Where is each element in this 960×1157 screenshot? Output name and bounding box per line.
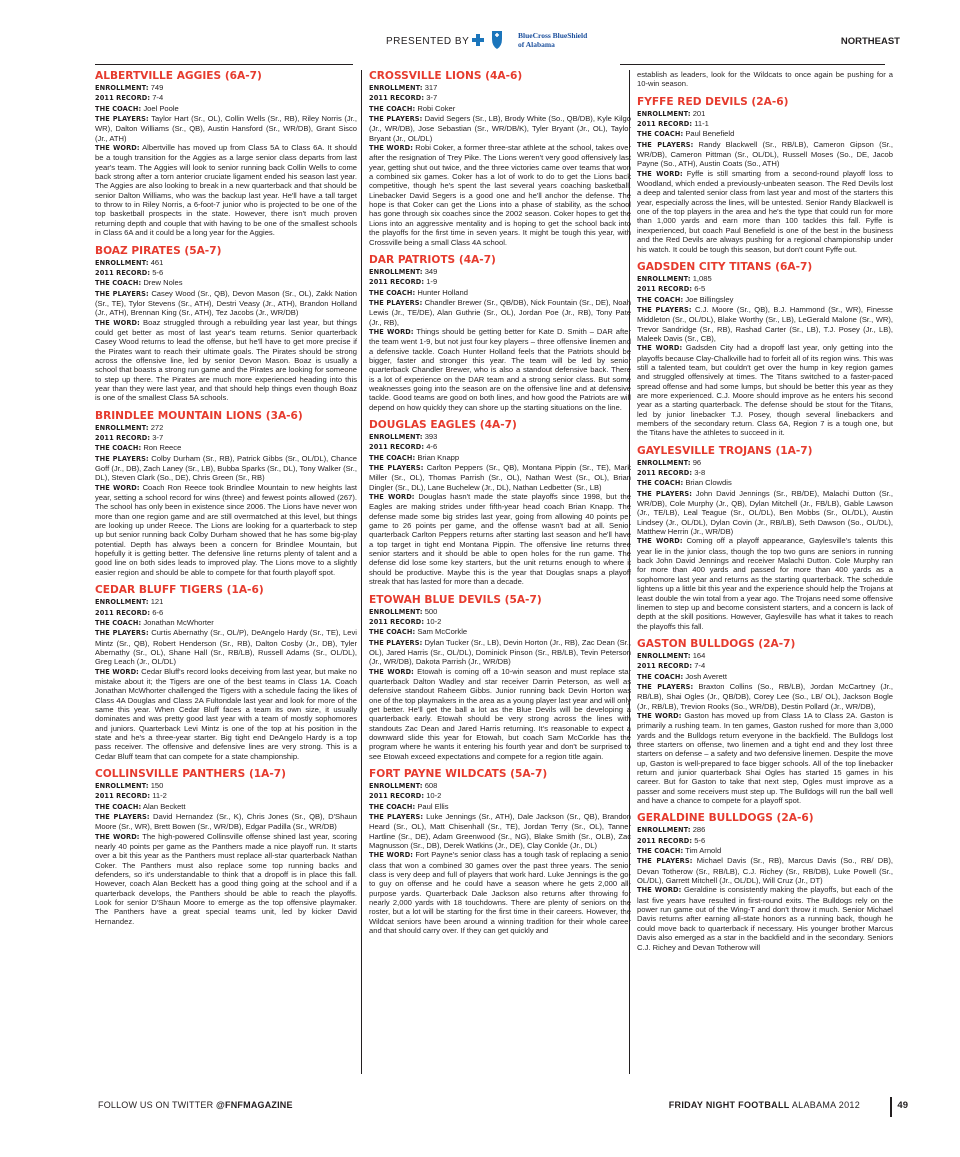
sponsor-name <box>518 31 587 49</box>
team-name: DAR PATRIOTS (4A-7) <box>369 253 496 266</box>
enrollment-label: ENROLLMENT: <box>95 423 149 432</box>
enrollment-line <box>95 258 357 268</box>
players-label: THE PLAYERS: <box>95 629 149 638</box>
follow-text: FOLLOW US ON TWITTER <box>98 1100 217 1110</box>
word-line <box>95 318 357 403</box>
enrollment-label: ENROLLMENT: <box>637 651 691 660</box>
word-line <box>95 143 357 237</box>
players-line <box>369 114 631 143</box>
coach-line <box>637 295 893 305</box>
enrollment-value: 349 <box>424 266 438 276</box>
coach-line <box>95 618 357 628</box>
header-rule-left <box>95 64 353 65</box>
record-value: 10-2 <box>426 791 442 801</box>
team-name: GASTON BULLDOGS (2A-7) <box>637 637 796 650</box>
team-name: BRINDLEE MOUNTAIN LIONS (3A-6) <box>95 409 303 422</box>
players-value: C.J. Moore (Sr., QB), B.J. Hammond (Sr., WR), Finesse Middleton (Sr., OL/DL), Blake Worthy (Sr., LB), LeGerald Malone (Sr., WR), Trevor Sandridge (Sr., RB), Rashad Carter (Sr., LB), T.J. Posey (Jr., LB), Maleek Davis (Sr., CB), <box>637 304 893 343</box>
players-label: THE PLAYERS: <box>637 140 694 149</box>
coach-value: Drew Noles <box>143 278 183 288</box>
team-entry <box>369 768 631 936</box>
word-value: Fyffe is still smarting from a second-round playoff loss to Woodland, which ended a previously-unbeaten season. The Red Devils lost a deep and talented senior class from last year and most of the starters this year, especially across the lines, will be untested. Senior Randy Blackwell is one of the top players in the area and he's the type that could run for more than 1,000 yards and earn more than 100 tackles this fall. Fyffe is inexperienced, but coach Paul Benefield is one of the best in the business and the Red Devils are always pushing for a regional championship under his watch. It could be tough this season, but don't count Fyffe out. <box>637 168 893 254</box>
column-1 <box>95 70 357 932</box>
players-line <box>95 114 357 143</box>
record-value: 3-8 <box>694 468 706 478</box>
coach-line <box>369 288 631 298</box>
entry-gap <box>369 412 631 418</box>
word-value: Things should be getting better for Kate D. Smith – DAR after the team went 1-9, but not just four key players – three offensive linemen and a defensive tackle. Coach Hunter Holland feels that the Patriots should be bigger, faster and stronger this year. The team will be led by senior quarterback Chandler Brewer, who is also a standout defensive back. There is a lot of experience on the DAR team and a strong senior class. But some weaknesses going into the season are on the offensive line and at defensive tackle. Good teams are good on both lines, and how good the Patriots are will depend on how quickly they can shore up the starting situations on the line. <box>369 326 631 412</box>
word-line <box>637 885 893 951</box>
coach-label: THE COACH: <box>95 618 142 627</box>
entry-gap <box>369 761 631 767</box>
column-3 <box>637 70 893 958</box>
header-rule-right <box>620 64 885 65</box>
enrollment-value: 461 <box>150 257 164 267</box>
players-value: Casey Wood (Sr., QB), Devon Mason (Sr., OL), Zakk Nation (Sr., TE), Tylor Stevens (Sr., ATH), Destri Veasy (Jr., ATH), Brandon Holland (Jr., ATH), Brennan King (Sr., ATH), Tez Jacobs (Jr., WR/DB) <box>95 288 358 318</box>
word-label: THE WORD: <box>95 318 140 327</box>
enrollment-line <box>369 83 631 93</box>
word-line <box>95 667 357 761</box>
record-line <box>637 661 893 671</box>
word-value: Douglas hasn't made the state playoffs since 1998, but the Eagles are making strides under fifth-year head coach Brian Knapp. The defense made some big strides last year, going from allowing 40 points per game to 26 points per game, and the offense wasn't bad at all. Senior quarterback Carlton Peppers returns after starting last season and he'll have a top target in tight end Montana Pippin. The offensive line returns three senior starters and it should be able to open holes for the run game. The defense did lose some key starters, but the unit returns enough to where it should be productive. Maybe this is the year that Douglas snaps a playoff streak that has lasted for more than a decade. <box>369 492 631 587</box>
word-value: Gaston has moved up from Class 1A to Class 2A. Gaston is primarily a rushing team. In ten games, Gaston rushed for more than 3,000 yards and the Bulldogs return everyone in the backfield. The Bulldogs lost three starters on offense, two linemen and a tight end and they lost three starters on defense – a safety and two defensive linemen. Despite the move up, Gaston is well-prepared to face bigger schools. All of the top linebacker return and junior quarterback Shai Ogles has started 15 games in his career. But for Gaston to take that next step, Ogles must improve as a passer and some receivers must step up. The Bulldogs will run the ball well and have a chance to compete for a playoff spot. <box>637 710 893 806</box>
record-value: 7-4 <box>152 93 164 103</box>
coach-label: THE COACH: <box>369 628 416 637</box>
enrollment-label: ENROLLMENT: <box>637 274 691 283</box>
coach-value: Joel Poole <box>143 103 179 113</box>
enrollment-line <box>369 607 631 617</box>
coach-label: THE COACH: <box>637 672 684 681</box>
coach-label: THE COACH: <box>95 104 142 113</box>
enrollment-label: ENROLLMENT: <box>637 826 691 835</box>
team-name: GADSDEN CITY TITANS (6A-7) <box>637 260 813 273</box>
enrollment-label: ENROLLMENT: <box>637 109 691 118</box>
twitter-handle[interactable]: @FNFMAGAZINE <box>216 1100 293 1110</box>
entry-gap <box>637 89 893 95</box>
team-entry <box>95 245 357 403</box>
word-label: THE WORD: <box>95 667 139 676</box>
record-value: 3-7 <box>152 433 164 442</box>
enrollment-label: ENROLLMENT: <box>95 84 149 92</box>
word-label: THE WORD: <box>369 144 413 153</box>
enrollment-label: ENROLLMENT: <box>95 782 149 790</box>
record-label: 2011 RECORD: <box>637 662 693 671</box>
record-label: 2011 RECORD: <box>637 469 693 478</box>
entry-gap <box>369 247 631 253</box>
word-line <box>369 667 631 761</box>
word-line <box>637 536 893 630</box>
word-label: THE WORD: <box>95 483 140 492</box>
word-value: Fort Payne's senior class has a tough task of replacing a senior class that won a combined 30 games over the past three years. The senior class is very deep and full of players that work hard. Luke Jennings is the go-to guy on offense and he could have a season where he gets 2,000 all-purpose yards. Quarterback Dale Jackson also returns after throwing for nearly 2,000 yards with 18 touchdowns. There are plenty of seniors on the roster, but a lot will be starting for the first time in their careers. However, the Wildcat seniors have been around a winning tradition for their whole career and that should carry over. If they can get quickly and <box>369 850 631 936</box>
entry-gap <box>95 238 357 244</box>
record-line <box>95 791 357 801</box>
enrollment-value: 121 <box>150 597 164 607</box>
coach-line <box>369 627 631 637</box>
enrollment-value: 1,085 <box>692 273 712 283</box>
coach-label: THE COACH: <box>95 279 142 288</box>
enrollment-line <box>369 267 631 277</box>
entry-gap <box>637 438 893 444</box>
record-label: 2011 RECORD: <box>637 285 693 294</box>
region-label: NORTHEAST <box>840 36 900 47</box>
sponsor-line-1: BlueCross BlueShield <box>518 31 588 40</box>
word-line <box>95 832 357 926</box>
record-value: 5-6 <box>152 267 164 277</box>
page-header <box>0 28 960 58</box>
enrollment-value: 201 <box>692 108 706 118</box>
record-line <box>369 442 631 452</box>
record-label: 2011 RECORD: <box>369 617 425 626</box>
word-value: The high-powered Collinsville offense shined last year, scoring nearly 40 points per game as the Panthers made a nice playoff run. It starts over a bit this year as the Panthers must replace all-star quarterback Nathan Coker. The Panthers must also replace some top running backs and defenders, so it's understandable to think that a dropoff is in place this fall. However, coach Alan Beckett has a good thing going at the school and if a quarterback develops, the Panthers should be able to reach the playoffs. Look for senior D'Shaun Moore to emerge as the top offensive playmaker. The Panthers have a great special teams unit, led by kicker David Hernandez. <box>95 831 357 926</box>
team-entry <box>637 70 893 89</box>
enrollment-label: ENROLLMENT: <box>369 267 423 276</box>
coach-line <box>369 802 631 812</box>
coach-line <box>369 104 631 114</box>
players-label: THE PLAYERS: <box>637 489 692 498</box>
enrollment-label: ENROLLMENT: <box>369 433 423 441</box>
word-value: Etowah is coming off a 10-win season and must replace star quarterback Dalton Wadley and star receiver Darrin Peterson, as well as defensive standout Raheem Gibbs. Junior running back Devin Horton was one of the top playmakers in the area as a young player last year and will only get better. He'll get the ball a lot as the Blue Devils will be developing a quarterback early. Etowah should be very strong across the lines with standouts Zac Dean and Jared Harris returning. It's reasonable to expect a downward slide this year for Etowah, but coach Sam McCorkle has the program where he wants it entering his fourth year and don't be surprised to see Etowah exceed expectations and compete for a region title again. <box>369 666 631 761</box>
record-label: 2011 RECORD: <box>95 792 151 801</box>
word-line <box>637 343 893 437</box>
coach-value: Alan Beckett <box>142 801 186 811</box>
players-value: John David Jennings (Sr., RB/DE), Malachi Dutton (Sr., WR/DB), Cole Murphy (Jr., QB), Dylan Mitchell (Jr., FB/LB), Gable Lawson (Jr., TE/LB), Leal Teague (Sr., OL/DL), Ben Mobbs (Sr., OL/DL), Austin Lindsey (Jr., OL/DL), Dylan Covin (Jr., RB/LB), Seth Dawson (So., OL/DL), Matthew Herrin (Jr., WR/DB) <box>637 488 893 537</box>
word-line <box>369 143 631 247</box>
enrollment-line <box>637 274 893 284</box>
word-label: THE WORD: <box>369 493 415 502</box>
team-name: CEDAR BLUFF TIGERS (1A-6) <box>95 584 264 597</box>
record-line <box>95 433 357 443</box>
team-entry <box>369 419 631 587</box>
players-label: THE PLAYERS: <box>369 638 423 647</box>
players-line <box>95 628 357 666</box>
team-name: COLLINSVILLE PANTHERS (1A-7) <box>95 768 286 780</box>
record-line <box>637 119 893 129</box>
magazine-state-year: ALABAMA 2012 <box>789 1100 860 1110</box>
coach-label: THE COACH: <box>369 104 416 113</box>
enrollment-line <box>95 597 357 607</box>
record-value: 6-5 <box>694 284 706 294</box>
enrollment-value: 393 <box>424 432 438 441</box>
enrollment-line <box>637 458 893 468</box>
players-line <box>369 812 631 850</box>
players-label: THE PLAYERS: <box>95 454 149 463</box>
team-name: CROSSVILLE LIONS (4A-6) <box>369 70 523 82</box>
entry-gap <box>369 587 631 593</box>
team-entry <box>637 445 893 631</box>
record-line <box>369 617 631 627</box>
word-value: Cedar Bluff's record looks deceiving from last year, but make no mistake about it; the Tigers are one of the best teams in Class 1A. Coach Jonathan McWhorter challenged the Tigers with a schedule facing the likes of Class 4A Douglas and Class 2A Fultondale last year and look for more of the same this year. When Cedar Bluff faces a team its own size, it usually dominates and was pretty good last year with a team of mostly sophomores and juniors. Quarterback Levi Mintz is one of the top at his position in the state and he's a three-year starter. Big tight end DeAngelo Hardy is a top pass receiver. The offensive and defensive lines are very strong. This is a Cedar Bluff team that can compete for a state championship. <box>95 666 357 761</box>
coach-label: THE COACH: <box>369 802 416 811</box>
word-value: Albertville has moved up from Class 5A to Class 6A. It should be a tough transition for the Aggies as a large senior class departs from last year's team. The Aggies will look to senior running back Collin Wells to come back strong after a torn anterior cruciate ligament ended his season last year. The Aggies are also looking to break in a new quarterback and that should be senior Dalton Williams, who was the backup last year. He'll have a tall target to throw to in Riley Norris, a 6-foot-7 junior who is projected to be one of the top basketball prospects in the state. However, there isn't much proven returning depth and couple that with having to be one of the smallest schools in Class 6A and it could be a long year for the Aggies. <box>95 143 357 238</box>
enrollment-label: ENROLLMENT: <box>369 84 423 92</box>
word-line <box>369 327 631 412</box>
coach-value: Sam McCorkle <box>417 627 468 637</box>
word-label: THE WORD: <box>369 667 414 676</box>
players-value: David Segers (Sr., LB), Brody White (So., QB/DB), Kyle Kilgo (Jr., WR/DB), Jose Sebastian (Sr., WR/DB/K), Tyler Bryant (Jr., OL), Taylor Bryant (Jr., OL/DL) <box>369 114 631 143</box>
word-line <box>637 711 893 805</box>
word-label: THE WORD: <box>637 537 683 546</box>
players-label: THE PLAYERS: <box>369 813 424 822</box>
record-line <box>369 277 631 287</box>
players-label: THE PLAYERS: <box>637 857 693 866</box>
record-line <box>637 836 893 846</box>
word-label: THE WORD: <box>369 851 414 860</box>
coach-label: THE COACH: <box>95 444 142 453</box>
enrollment-label: ENROLLMENT: <box>95 258 149 267</box>
enrollment-value: 608 <box>424 781 438 790</box>
record-label: 2011 RECORD: <box>95 268 151 277</box>
players-label: THE PLAYERS: <box>95 813 150 822</box>
word-label: THE WORD: <box>637 886 682 895</box>
players-line <box>369 638 631 667</box>
coach-line <box>637 478 893 488</box>
coach-line <box>637 129 893 139</box>
team-entry <box>369 70 631 247</box>
entry-gap <box>95 577 357 583</box>
enrollment-value: 150 <box>150 781 164 790</box>
players-value: Randy Blackwell (Sr., RB/LB), Cameron Gipson (Sr., WR/DB), Cameron Pittman (Sr., OL/DL), Russell Moses (So., DE, Jacob Payne (So., ATH), Austin Coats (So., ATH) <box>637 139 893 169</box>
team-name: ALBERTVILLE AGGIES (6A-7) <box>95 70 262 82</box>
column-divider-1 <box>361 70 362 1074</box>
players-value: Colby Durham (Sr., RB), Patrick Gibbs (Sr., OL/DL), Chance Goff (Jr., DB), Zach Laney (Sr., LB), Bubba Sparks (Sr., DL), Tony Walker (Sr., DL), Steven Clark (So., DE), Chris Green (Sr., RB) <box>95 453 357 483</box>
enrollment-value: 317 <box>424 83 438 92</box>
entry-gap <box>637 254 893 260</box>
players-value: Taylor Hart (Sr., OL), Collin Wells (Sr., RB), Riley Norris (Jr., WR), Dalton Williams (Sr., QB), Austin Hansford (Sr., WR/DB), Grant Sisco (Jr., ATH) <box>95 114 358 143</box>
players-label: THE PLAYERS: <box>369 115 423 124</box>
enrollment-line <box>95 83 357 93</box>
coach-label: THE COACH: <box>637 130 684 139</box>
players-label: THE PLAYERS: <box>95 115 149 124</box>
word-label: THE WORD: <box>369 327 414 336</box>
players-value: Luke Jennings (Sr., ATH), Dale Jackson (Sr., QB), Brandon Heard (Sr., OL), Matt Chisenhall (Sr., TE), Jordan Terry (Sr., OL), Tanner Hartline (Sr., DE), Adam Greenwood (Sr., NG), Blake Smith (Sr., OLB), Zac Magnusson (Sr., DB), Derek Watkins (Jr., DE), Clay Conkle (Jr., DL) <box>369 812 631 851</box>
page-footer <box>0 1097 960 1117</box>
enrollment-value: 500 <box>424 606 438 616</box>
enrollment-label: ENROLLMENT: <box>369 607 423 616</box>
coach-line <box>95 443 357 453</box>
players-line <box>369 463 631 492</box>
record-line <box>95 93 357 103</box>
players-label: THE PLAYERS: <box>637 305 692 314</box>
page-number: 49 <box>897 1100 908 1111</box>
record-value: 5-6 <box>694 835 706 845</box>
enrollment-line <box>95 781 357 791</box>
coach-line <box>95 802 357 812</box>
enrollment-label: ENROLLMENT: <box>95 598 149 607</box>
record-line <box>369 93 631 103</box>
coach-line <box>369 453 631 463</box>
continued-text: establish as leaders, look for the Wildcats to once again be pushing for a 10-win season. <box>637 70 893 89</box>
record-value: 3-7 <box>426 93 438 103</box>
record-line <box>95 268 357 278</box>
record-label: 2011 RECORD: <box>369 792 425 801</box>
word-line <box>369 850 631 935</box>
team-name: GAYLESVILLE TROJANS (1A-7) <box>637 444 813 457</box>
presented-by-label: PRESENTED BY <box>386 36 470 47</box>
team-name: GERALDINE BULLDOGS (2A-6) <box>637 812 814 825</box>
players-label: THE PLAYERS: <box>95 289 149 298</box>
enrollment-line <box>637 651 893 661</box>
word-label: THE WORD: <box>95 144 140 153</box>
record-value: 4-6 <box>426 442 438 452</box>
players-value: Braxton Collins (So., RB/LB), Jordan McCartney (Jr., RB/LB), Shai Ogles (Jr., QB/DB), Corey Lee (So., LB/ OL), Jackson Bogle (Jr., RB/LB), Trevion Rooks (So., WR/DB), Destin Pollard (Jr., WR/DB), <box>637 681 894 711</box>
coach-value: Hunter Holland <box>417 287 468 297</box>
record-label: 2011 RECORD: <box>637 120 693 129</box>
coach-label: THE COACH: <box>95 802 142 811</box>
entry-gap <box>637 631 893 637</box>
team-entry <box>95 768 357 926</box>
word-line <box>95 483 357 577</box>
word-value: Robi Coker, a former three-star athlete at the school, takes over after the resignation of Trey Pike. The Lions weren't very good offensively last year, getting shut out twice, and the three victories came over teams that won a combined six games. Coker has a lot of work to do to get the Lions back competitive, though he's spent the last several years coaching basketball. Linebacker David Segers is a good one and he'll anchor the defense. The hope is that Coker can get the Lions into a phase of stability, as the school has gone through six coaches since the 2002 season. Coker hopes to get the Lions into an aggressive mentality and is hoping to get the school back into the playoffs for the first time in seven years. It might be tough this year, with Crossville being a small Class 4A school. <box>369 143 631 247</box>
enrollment-line <box>95 423 357 433</box>
team-name: DOUGLAS EAGLES (4A-7) <box>369 419 517 431</box>
enrollment-line <box>637 109 893 119</box>
enrollment-value: 749 <box>150 83 164 92</box>
record-label: 2011 RECORD: <box>369 443 425 452</box>
players-value: Dylan Tucker (Sr., LB), Devin Horton (Jr., RB), Zac Dean (Sr., OL), Jared Harris (Sr., OL/DL), Dominick Pinson (Sr., RB/LB), Tevin Peterson (Jr., WR/DB), Dakota Parrish (Jr., WR/DB) <box>369 637 631 667</box>
coach-value: Brian Clowdis <box>685 478 732 488</box>
enrollment-label: ENROLLMENT: <box>369 782 423 790</box>
record-value: 6-6 <box>152 607 164 617</box>
players-value: Michael Davis (Sr., RB), Marcus Davis (So., RB/ DB), Devan Totherow (Sr., RB/LB), C.J. Richey (Sr., RB/DB), Luke Powell (Sr., OL/DL), Garrett Mitchell (Jr., OL/DL), Will Cruz (Jr., DT) <box>637 856 893 886</box>
entry-gap <box>637 805 893 811</box>
team-entry <box>637 261 893 438</box>
record-line <box>637 284 893 294</box>
enrollment-value: 96 <box>692 457 702 467</box>
coach-line <box>637 846 893 856</box>
record-label: 2011 RECORD: <box>95 94 151 103</box>
players-line <box>637 682 893 711</box>
players-value: Curtis Abernathy (Sr., OL/P), DeAngelo Hardy (Sr., TE), Levi Mintz (Sr., QB), Robert Henderson (Sr., RB), Dalton Cosby (Jr., DB), Tyler Abernathy (Sr., OL), Shane Hall (Sr., RB/LB), Russell Adams (Sr., OL/DL), Greg Leach (Jr., OL/DL) <box>95 628 357 667</box>
players-line <box>95 289 357 318</box>
players-value: Carlton Peppers (Sr., QB), Montana Pippin (Sr., TE), Mark Miller (Sr., OL), Thomas Parrish (Sr., OL), Nathan West (Sr., OL), Brian Dingler (Sr., DL), Lane Buchelew (Jr., DL), Nathan Ledbetter (Sr., LB) <box>369 463 631 492</box>
enrollment-line <box>637 825 893 835</box>
enrollment-label: ENROLLMENT: <box>637 458 691 467</box>
coach-value: Ron Reece <box>143 443 182 453</box>
coach-line <box>95 278 357 288</box>
team-entry <box>637 638 893 806</box>
word-value: Boaz struggled through a rebuilding year last year, but things could get better as most of last year's team returns. Senior quarterback Casey Wood returns to lead the offense, but he'll have to get more precise if the Pirates want to reach their ultimate goals. The Pirates should be strong across the offensive line, led by senior Devon Mason. Boaz is usually a school that boasts a strong run game and the Pirates are looking for someone to step up there. The Pirates are much more experienced heading into this year than they were last year, and that should help things even though Boaz is one of the smallest Class 5A schools. <box>95 317 357 403</box>
record-line <box>95 608 357 618</box>
record-line <box>369 791 631 801</box>
entry-gap <box>95 403 357 409</box>
record-label: 2011 RECORD: <box>369 94 425 103</box>
coach-value: Paul Benefield <box>685 129 735 139</box>
entry-gap <box>95 926 357 932</box>
word-value: Geraldine is consistently making the playoffs, but each of the last five years have resulted in first-round exits. The Bulldogs rely on the power run game out of the Wing-T and don't throw it much. Senior Michael Davis returns after earning all-state honors as a running back, though he could move back to quarterback if necessary. His younger brother Marcus Davis also emerged as a star in the backfield and in the secondary. Seniors C.J. Richey and Devan Totherow will <box>637 885 893 952</box>
word-label: THE WORD: <box>637 344 683 353</box>
sponsor-line-2: of Alabama <box>518 40 555 49</box>
record-label: 2011 RECORD: <box>95 608 151 617</box>
coach-value: Paul Ellis <box>417 801 449 811</box>
team-name: BOAZ PIRATES (5A-7) <box>95 244 222 257</box>
team-name: ETOWAH BLUE DEVILS (5A-7) <box>369 593 542 606</box>
players-line <box>637 489 893 537</box>
coach-value: Josh Averett <box>685 671 727 681</box>
players-line <box>95 812 357 832</box>
word-line <box>637 169 893 254</box>
players-line <box>95 454 357 483</box>
players-value: David Hernandez (Sr., K), Chris Jones (Sr., QB), D'Shaun Moore (Sr., WR), Brett Bowen (Sr., WR/DB), Edgar Padilla (Sr., WR/DB) <box>95 812 357 832</box>
coach-value: Robi Coker <box>417 103 456 113</box>
record-value: 11-2 <box>152 791 167 801</box>
word-value: Gadsden City had a dropoff last year, only getting into the playoffs because Clay-Chalkville had to forfeit all of its region wins. This was still a talented team, but couldn't get over the hump in key region games and struggled offensively at times. The Titans switched to a faster-paced spread offense and had some lumps, but should be better this year as they are more experienced. C.J. Moore should improve as he enters his second year as a starting quarterback. The defense should be stout for the Titans, led by junior linebacker T.J. Posey, though several linebackers and members of the secondary return. Class 6A, Region 7 is a tough one, but the Titans have the athletes to succeed in it. <box>637 343 893 438</box>
record-line <box>637 468 893 478</box>
record-value: 1-9 <box>426 277 438 287</box>
enrollment-line <box>369 781 631 791</box>
players-line <box>369 298 631 327</box>
record-value: 11-1 <box>694 119 709 129</box>
twitter-follow <box>98 1100 293 1110</box>
word-label: THE WORD: <box>637 711 682 720</box>
enrollment-value: 286 <box>692 825 706 835</box>
word-value: Coming off a playoff appearance, Gaylesville's talents this year lie in the junior class, though the top two guns are seniors in running back John David Jennings and receiver Malachi Dutton. Cole Murphy ran for more than 400 yards and passed for more than 400 yards as a sophomore last year and returns as the starting quarterback. The schedule lightens up a little bit this year and the experience should help the Trojans at least double the win total from a year ago. The Trojans need some offensive linemen to step up and become consistent starters, and a concern is lack of depth at the skill positions. However, Gaylesville has what it takes to reach the playoffs this fall. <box>637 536 893 631</box>
players-label: THE PLAYERS: <box>369 464 424 473</box>
team-name: FORT PAYNE WILDCATS (5A-7) <box>369 768 548 780</box>
team-entry <box>369 594 631 762</box>
players-line <box>637 856 893 885</box>
team-entry <box>95 70 357 238</box>
players-label: THE PLAYERS: <box>637 682 694 691</box>
coach-line <box>637 672 893 682</box>
coach-value: Joe Billingsley <box>685 294 734 304</box>
entry-gap <box>369 936 631 942</box>
coach-label: THE COACH: <box>637 295 684 304</box>
entry-gap <box>95 761 357 767</box>
enrollment-value: 272 <box>150 422 164 432</box>
bluecross-blueshield-logo <box>472 29 514 51</box>
players-line <box>637 140 893 169</box>
coach-label: THE COACH: <box>637 847 684 856</box>
team-name: FYFFE RED DEVILS (2A-6) <box>637 95 789 108</box>
team-entry <box>369 254 631 412</box>
coach-value: Jonathan McWhorter <box>143 617 214 627</box>
record-label: 2011 RECORD: <box>369 278 425 287</box>
record-value: 10-2 <box>426 616 442 626</box>
record-value: 7-4 <box>694 661 706 671</box>
word-value: Coach Ron Reece took Brindlee Mountain to new heights last year, setting a school record for wins (three) and fewest points allowed (267). The school has only been in existence since 2006. The Lions have never won more than one region game and are still overmatched at this level, but things are looking up under Reece. The Lions are looking for a quarterback to step up but senior running back Colby Durham showed that he has some big-play potential. Depth has always been a concern for Brindlee Mountain, but hopefully it is getting better. The defensive line returns plenty of talent and a good line on both sides leads to improved play. The Lions move to a slightly easier region and should be able to compete for that fourth playoff spot. <box>95 482 357 577</box>
word-label: THE WORD: <box>95 832 140 841</box>
enrollment-value: 164 <box>692 650 706 660</box>
page-number-divider <box>890 1097 892 1117</box>
record-label: 2011 RECORD: <box>637 836 693 845</box>
record-label: 2011 RECORD: <box>95 434 151 442</box>
players-value: Chandler Brewer (Sr., QB/DB), Nick Fountain (Sr., DE), Noah Lewis (Jr., TE/DE), Alan Guthrie (Sr., OL), Jordan Poe (Jr., RB), Tony Pate (Jr., RB), <box>369 297 631 327</box>
coach-value: Tim Arnold <box>685 846 722 856</box>
word-line <box>369 492 631 586</box>
team-entry <box>637 812 893 951</box>
coach-value: Brian Knapp <box>417 452 460 462</box>
entry-gap <box>637 952 893 958</box>
enrollment-line <box>369 432 631 442</box>
players-line <box>637 305 893 343</box>
players-label: THE PLAYERS: <box>369 298 423 307</box>
coach-label: THE COACH: <box>637 479 684 488</box>
magazine-title <box>669 1100 860 1110</box>
coach-label: THE COACH: <box>369 453 416 462</box>
column-2 <box>369 70 631 942</box>
team-entry <box>637 96 893 254</box>
team-entry <box>95 410 357 578</box>
team-entry <box>95 584 357 761</box>
magazine-name: FRIDAY NIGHT FOOTBALL <box>668 1100 790 1110</box>
coach-line <box>95 104 357 114</box>
word-label: THE WORD: <box>637 169 683 178</box>
coach-label: THE COACH: <box>369 288 416 297</box>
